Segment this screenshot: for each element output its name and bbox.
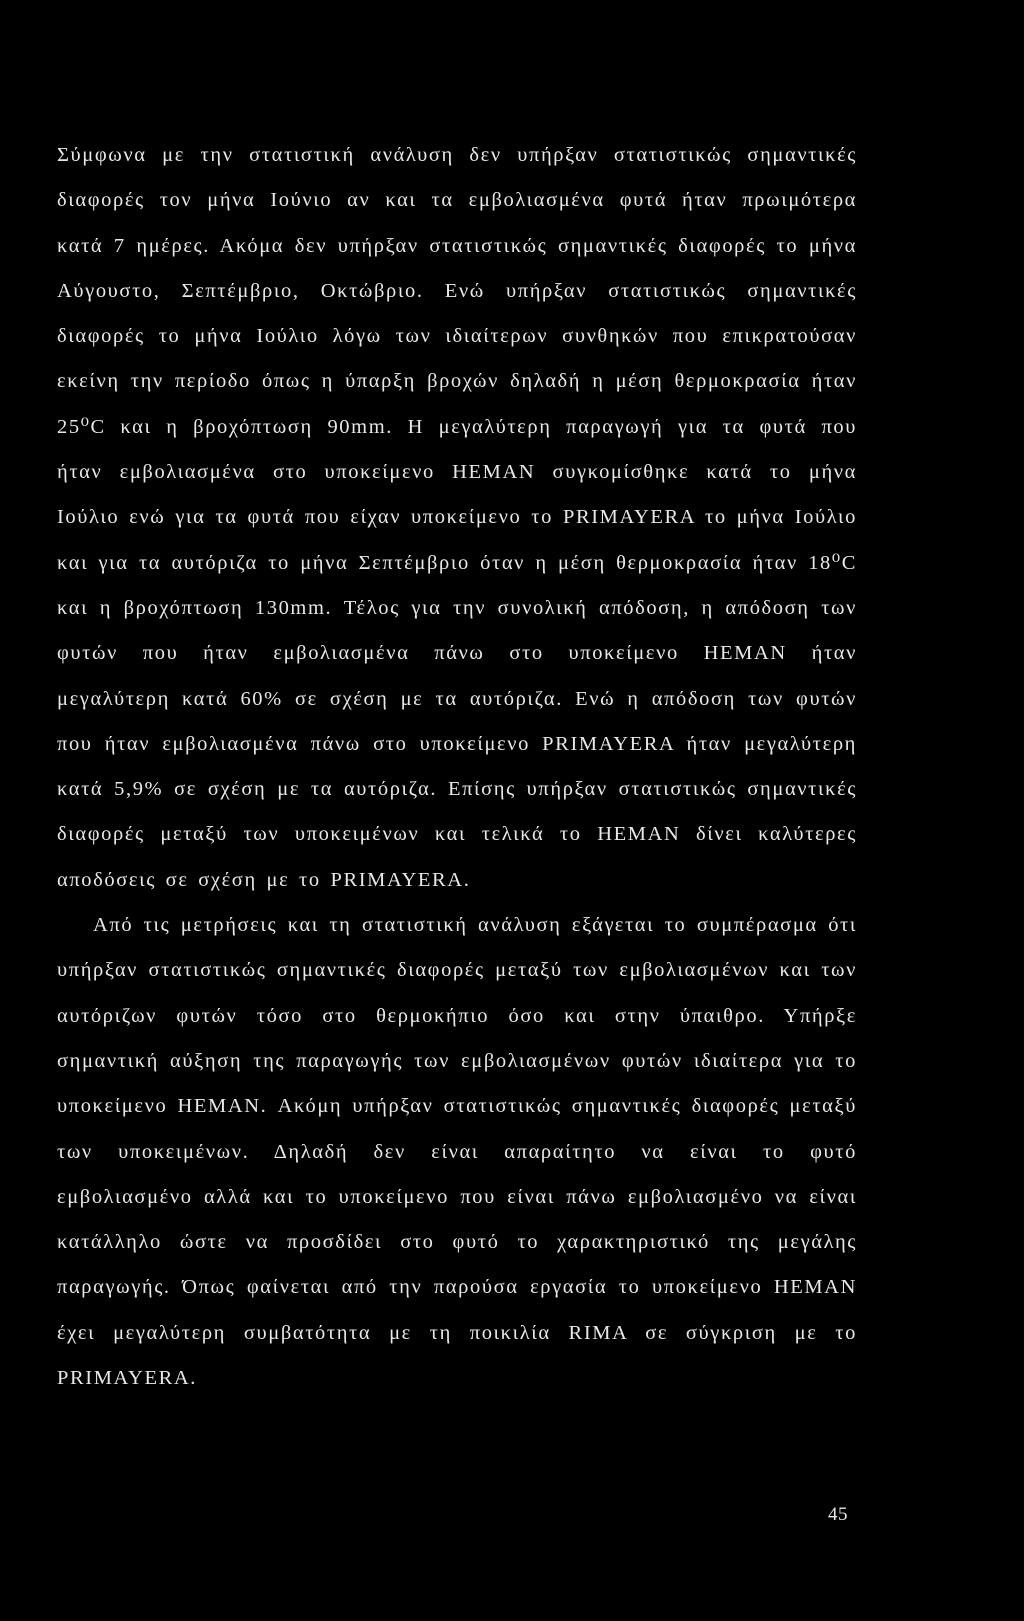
page-number: 45 [828, 1504, 848, 1525]
paragraph-conclusion: Από τις μετρήσεις και τη στατιστική ανάλυση εξάγεται το συμπέρασμα ότι υπήρξαν στατιστικώς σημαντικές διαφορές μεταξύ των εμβολιασμένων και των αυτόριζων φυτών τόσο στο θερμοκήπιο όσο και στην ύπαιθρο. Υπήρξε σημαντική αύξηση της παραγωγής των εμβολιασμένων φυτών ιδιαίτερα για το υποκείμενο HEMAN. Ακόμη υπήρξαν στατιστικώς σημαντικές διαφορές μεταξύ των υποκειμένων. Δηλαδή δεν είναι απαραίτητο να είναι το φυτό εμβολιασμένο αλλά και το υποκείμενο που είναι πάνω εμβολιασμένο να είναι κατάλληλο ώστε να προσδίδει στο φυτό το χαρακτηριστικό της μεγάλης παραγωγής. Όπως φαίνεται από την παρούσα εργασία το υποκείμενο HEMAN έχει μεγαλύτερη συμβατότητα με τη ποικιλία RIMA σε σύγκριση με το PRIMAYERA. [57, 914, 857, 1390]
paragraph-results: Σύμφωνα με την στατιστική ανάλυση δεν υπήρξαν στατιστικώς σημαντικές διαφορές τον μήνα Ιούνιο αν και τα εμβολιασμένα φυτά ήταν πρωιμότερα κατά 7 ημέρες. Ακόμα δεν υπήρξαν στατιστικώς σημαντικές διαφορές το μήνα Αύγουστο, Σεπτέμβριο, Οκτώβριο. Ενώ υπήρξαν στατιστικώς σημαντικές διαφορές το μήνα Ιούλιο λόγω των ιδιαίτερων συνθηκών που επικρατούσαν εκείνη την περίοδο όπως η ύπαρξη βροχών δηλαδή η μέση θερμοκρασία ήταν 25⁰C και η βροχόπτωση 90mm. Η μεγαλύτερη παραγωγή για τα φυτά που ήταν εμβολιασμένα στο υποκείμενο HEMAN συγκομίσθηκε κατά το μήνα Ιούλιο ενώ για τα φυτά που είχαν υποκείμενο το PRIMAYERA το μήνα Ιούλιο και για τα αυτόριζα το μήνα Σεπτέμβριο όταν η μέση θερμοκρασία ήταν 18⁰C και η βροχόπτωση 130mm. Τέλος για την συνολική απόδοση, η απόδοση των φυτών που ήταν εμβολιασμένα πάνω στο υποκείμενο HEMAN ήταν μεγαλύτερη κατά 60% σε σχέση με τα αυτόριζα. Ενώ η απόδοση των φυτών που ήταν εμβολιασμένα πάνω στο υποκείμενο PRIMAYERA ήταν μεγαλύτερη κατά 5,9% σε σχέση με τα αυτόριζα. Επίσης υπήρξαν στατιστικώς σημαντικές διαφορές μεταξύ των υποκειμένων και τελικά το HEMAN δίνει καλύτερες αποδόσεις σε σχέση με το PRIMAYERA. [57, 144, 857, 891]
body-text [57, 133, 857, 1401]
